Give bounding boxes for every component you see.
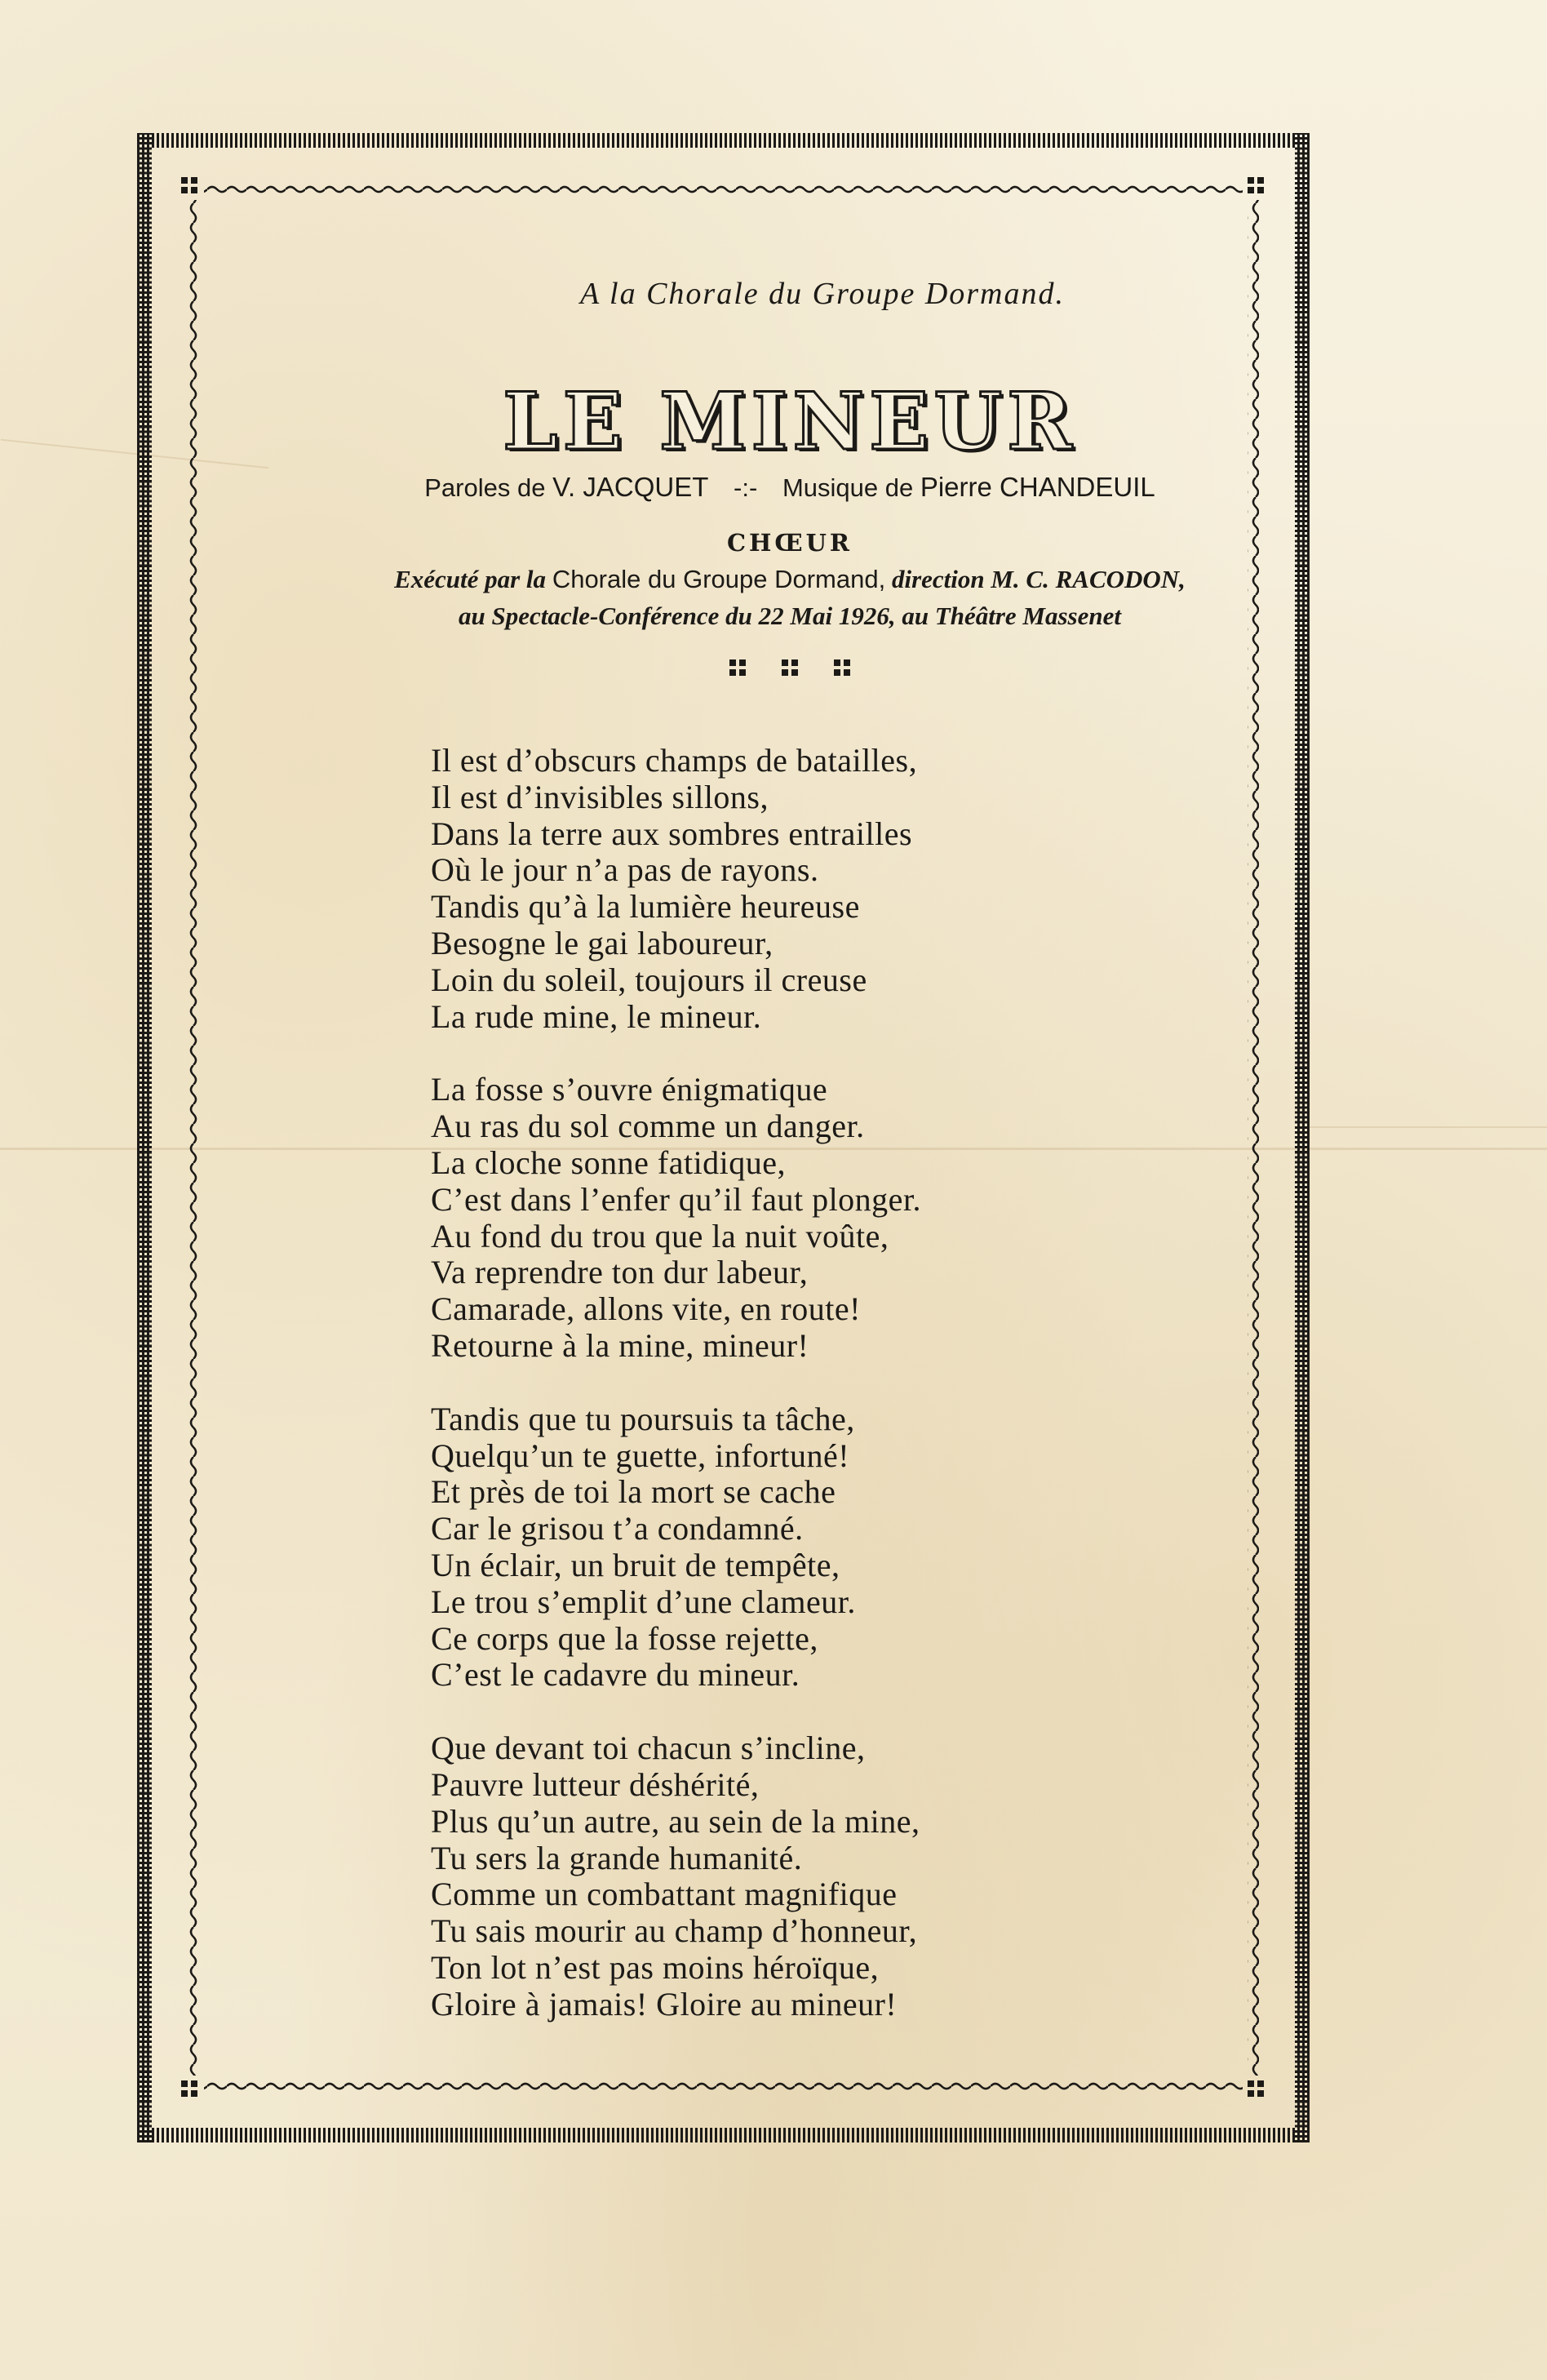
performance-executed-by: Exécuté par la <box>394 565 547 593</box>
corner-ornament-top-left <box>181 177 199 195</box>
poem-line: Comme un combattant magnifique <box>431 1876 898 1913</box>
genre-heading: CHŒUR <box>726 529 853 557</box>
poem-line: Et près de toi la mort se cache <box>431 1473 836 1511</box>
stanza-4 <box>431 1730 1165 2023</box>
poem-line: Que devant toi chacun s’incline, <box>431 1729 866 1767</box>
poem-line: Tu sers la grande humanité. <box>431 1839 803 1876</box>
poem-line: Camarade, allons vite, en route! <box>431 1290 861 1328</box>
corner-ornament-bottom-left <box>181 2080 199 2098</box>
song-title: LE MINEUR <box>503 375 1077 468</box>
poem-line: La fosse s’ouvre énigmatique <box>431 1071 828 1108</box>
performance-line-2 <box>0 602 1547 631</box>
poem-line: Pauvre lutteur déshérité, <box>431 1765 760 1803</box>
poem-line: La cloche sonne fatidique, <box>431 1143 787 1181</box>
performance-choir: Chorale du Groupe Dormand, <box>552 565 886 593</box>
poem-body <box>431 743 1165 2060</box>
poem-line: Le trou s’emplit d’une clameur. <box>431 1583 856 1620</box>
poem-line: Tandis qu’à la lumière heureuse <box>431 888 860 926</box>
ornament-dots <box>782 659 798 676</box>
paper-crease <box>1305 1126 1547 1128</box>
poem-line: Tu sais mourir au champ d’honneur, <box>431 1912 918 1950</box>
performance-venue: au Spectacle-Conférence du 22 Mai 1926, au Théâtre Massenet <box>459 602 1121 630</box>
music-prefix: Musique de <box>782 473 914 502</box>
stanza-2 <box>431 1072 1165 1364</box>
poem-line: C’est le cadavre du mineur. <box>431 1656 800 1694</box>
poem-line: Gloire à jamais! Gloire au mineur! <box>431 1985 898 2023</box>
poem-line: Plus qu’un autre, au sein de la mine, <box>431 1802 920 1840</box>
performance-director: direction M. C. RACODON, <box>891 565 1186 593</box>
corner-ornament-top-right <box>1248 177 1266 195</box>
stanza-3 <box>431 1401 1165 1694</box>
poem-line: Tandis que tu poursuis ta tâche, <box>431 1400 855 1437</box>
poem-line: Il est d’obscurs champs de batailles, <box>431 742 918 779</box>
poem-line: Besogne le gai laboureur, <box>431 924 774 961</box>
credits-line <box>0 472 1547 503</box>
section-ornament <box>0 659 1547 676</box>
poem-line: Un éclair, un bruit de tempête, <box>431 1546 840 1583</box>
ornament-dots <box>729 659 746 676</box>
lyricist-name: V. JACQUET <box>552 472 709 502</box>
poem-line: Ce corps que la fosse rejette, <box>431 1619 818 1657</box>
performance-line-1 <box>0 565 1547 594</box>
dedication: A la Chorale du Groupe Dormand. <box>580 277 1065 311</box>
poem-line: Va reprendre ton dur labeur, <box>431 1254 809 1291</box>
lyrics-prefix: Paroles de <box>424 473 546 502</box>
poem-line: Loin du soleil, toujours il creuse <box>431 961 867 998</box>
poem-line: Retourne à la mine, mineur! <box>431 1326 809 1364</box>
credits-separator: -:- <box>734 473 758 502</box>
poem-line: Où le jour n’a pas de rayons. <box>431 851 819 889</box>
poem-line: Ton lot n’est pas moins héroïque, <box>431 1948 880 1986</box>
stanza-1 <box>431 743 1165 1035</box>
composer-name: Pierre CHANDEUIL <box>920 472 1155 502</box>
corner-ornament-bottom-right <box>1248 2080 1266 2098</box>
poem-line: Quelqu’un te guette, infortuné! <box>431 1436 850 1474</box>
poem-line: C’est dans l’enfer qu’il faut plonger. <box>431 1180 922 1218</box>
poem-line: Au ras du sol comme un danger. <box>431 1108 865 1145</box>
poem-line: Car le grisou t’a condamné. <box>431 1510 804 1547</box>
poem-line: Il est d’invisibles sillons, <box>431 778 769 815</box>
poem-line: La rude mine, le mineur. <box>431 997 762 1035</box>
ornament-dots <box>834 659 850 676</box>
poem-line: Au fond du trou que la nuit voûte, <box>431 1217 889 1254</box>
poem-line: Dans la terre aux sombres entrailles <box>431 815 913 852</box>
